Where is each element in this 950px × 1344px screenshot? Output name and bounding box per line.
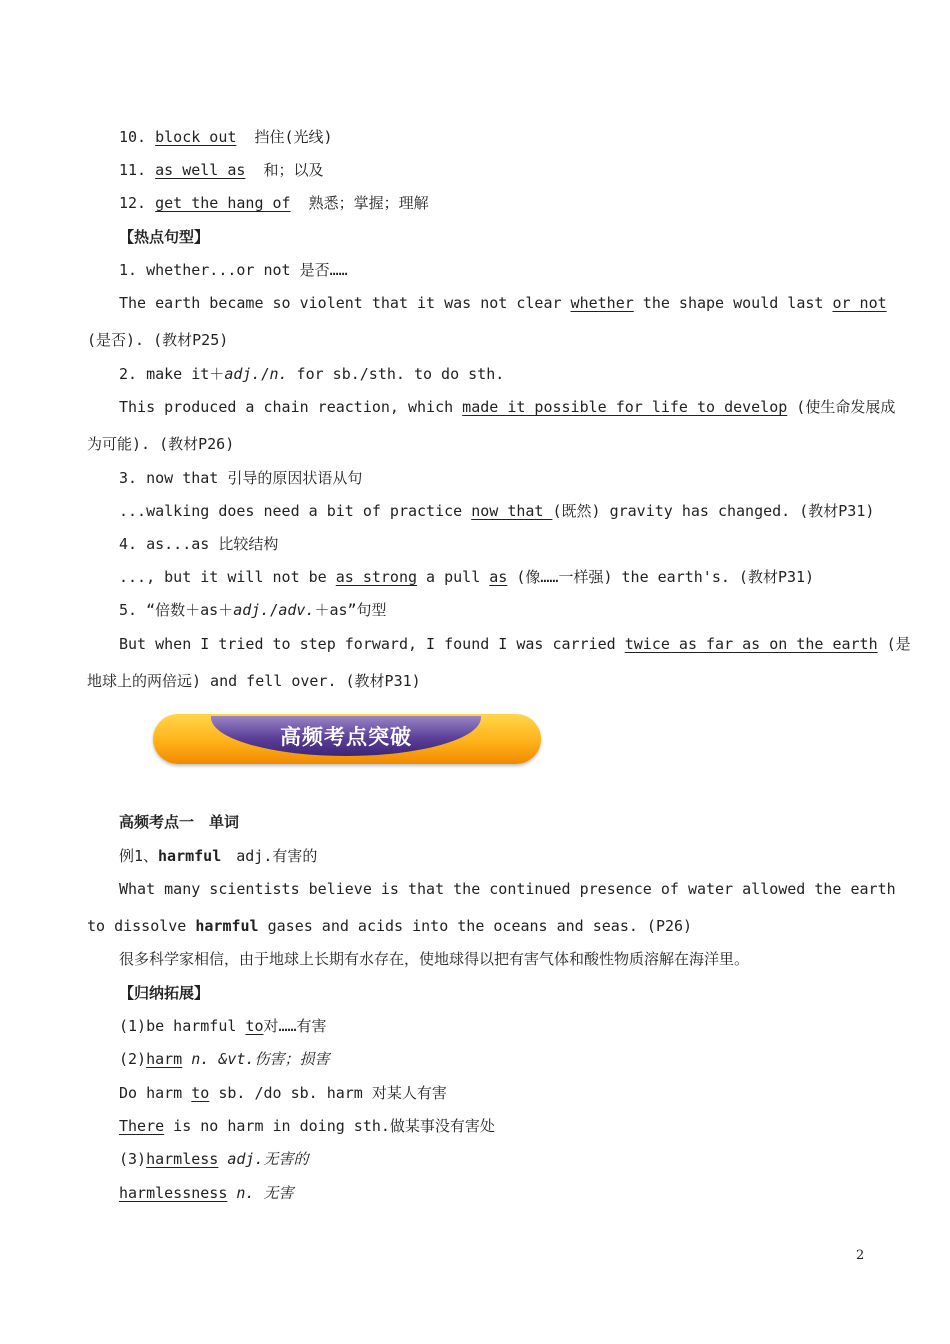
example-sentence: ...walking does need a bit of practice now that (既然) gravity has changed. (教材P31)	[119, 502, 875, 520]
example-sentence: What many scientists believe is that the continued presence of water allowed the earth	[119, 880, 896, 898]
section-banner-label-box	[211, 716, 481, 756]
example-sentence: But when I tried to step forward, I found I was carried twice as far as on the earth (是	[119, 635, 911, 653]
summary-item: There is no harm in doing sth.做某事没有害处	[119, 1117, 495, 1135]
vocab-meaning: 挡住(光线)	[254, 128, 333, 146]
section-banner-title: 高频考点突破	[280, 725, 412, 749]
answer-blank: harmlessness	[119, 1184, 228, 1202]
example-sentence-cont: (是否). (教材P25)	[87, 331, 229, 349]
vocab-phrase: as well as	[155, 161, 246, 179]
answer-blank: as strong	[335, 568, 418, 586]
answer-blank: twice as far as on the earth	[624, 635, 878, 653]
summary-item: (3)harmless adj.无害的	[119, 1150, 309, 1168]
example-sentence: ..., but it will not be as strong a pull as (像……一样强) the earth's. (教材P31)	[119, 568, 815, 586]
summary-item: Do harm to sb. /do sb. harm 对某人有害	[119, 1084, 447, 1102]
vocab-item	[119, 160, 324, 180]
answer-blank: There	[119, 1117, 165, 1135]
pattern-title: 2. make it＋adj./n. for sb./sth. to do sth.	[119, 365, 505, 383]
pattern-title: 3. now that 引导的原因状语从句	[119, 469, 363, 487]
example-label: 例1、harmful adj.有害的	[119, 847, 318, 865]
answer-blank: as	[489, 568, 508, 586]
answer-blank: or not	[832, 294, 887, 312]
summary-item: (2)harm n. &vt.伤害；损害	[119, 1050, 330, 1068]
answer-blank: harm	[146, 1050, 183, 1068]
summary-heading: 【归纳拓展】	[119, 984, 210, 1002]
example-sentence-cont: to dissolve harmful gases and acids into the oceans and seas. (P26)	[87, 917, 693, 935]
keyword: harmful	[195, 917, 259, 935]
example-sentence: This produced a chain reaction, which made it possible for life to develop (使生命发展成	[119, 398, 896, 416]
page-number: 2	[856, 1248, 865, 1263]
pattern-title: 4. as...as 比较结构	[119, 535, 279, 553]
item-number: 11.	[119, 161, 147, 179]
keyword: harmful	[158, 847, 222, 865]
answer-blank: to	[191, 1084, 210, 1102]
pattern-title: 1. whether...or not 是否……	[119, 261, 348, 279]
vocab-item	[119, 127, 333, 147]
pattern-title: 5. “倍数＋as＋adj./adv.＋as”句型	[119, 601, 387, 619]
item-number: 10.	[119, 128, 147, 146]
vocab-phrase: block out	[155, 128, 237, 146]
summary-item: harmlessness n. 无害	[119, 1184, 294, 1202]
hot-sentences-heading: 【热点句型】	[119, 228, 210, 246]
answer-blank: made it possible for life to develop	[462, 398, 788, 416]
example-sentence-cont: 为可能). (教材P26)	[87, 435, 235, 453]
example-sentence: The earth became so violent that it was not clear whether the shape would last or not	[119, 294, 887, 312]
vocab-item	[119, 193, 429, 213]
section-banner	[153, 714, 541, 764]
example-sentence-cont: 地球上的两倍远) and fell over. (教材P31)	[87, 672, 421, 690]
answer-blank: now that	[471, 502, 553, 520]
answer-blank: whether	[570, 294, 634, 312]
summary-item: (1)be harmful to对……有害	[119, 1017, 327, 1035]
item-number: 12.	[119, 194, 147, 212]
vocab-meaning: 熟悉；掌握；理解	[308, 194, 429, 212]
vocab-meaning: 和；以及	[263, 161, 324, 179]
vocab-phrase: get the hang of	[155, 194, 291, 212]
section-title: 高频考点一 单词	[119, 813, 240, 831]
answer-blank: harmless	[146, 1150, 219, 1168]
answer-blank: to	[245, 1017, 264, 1035]
example-translation: 很多科学家相信，由于地球上长期有水存在，使地球得以把有害气体和酸性物质溶解在海洋里。	[119, 950, 750, 968]
